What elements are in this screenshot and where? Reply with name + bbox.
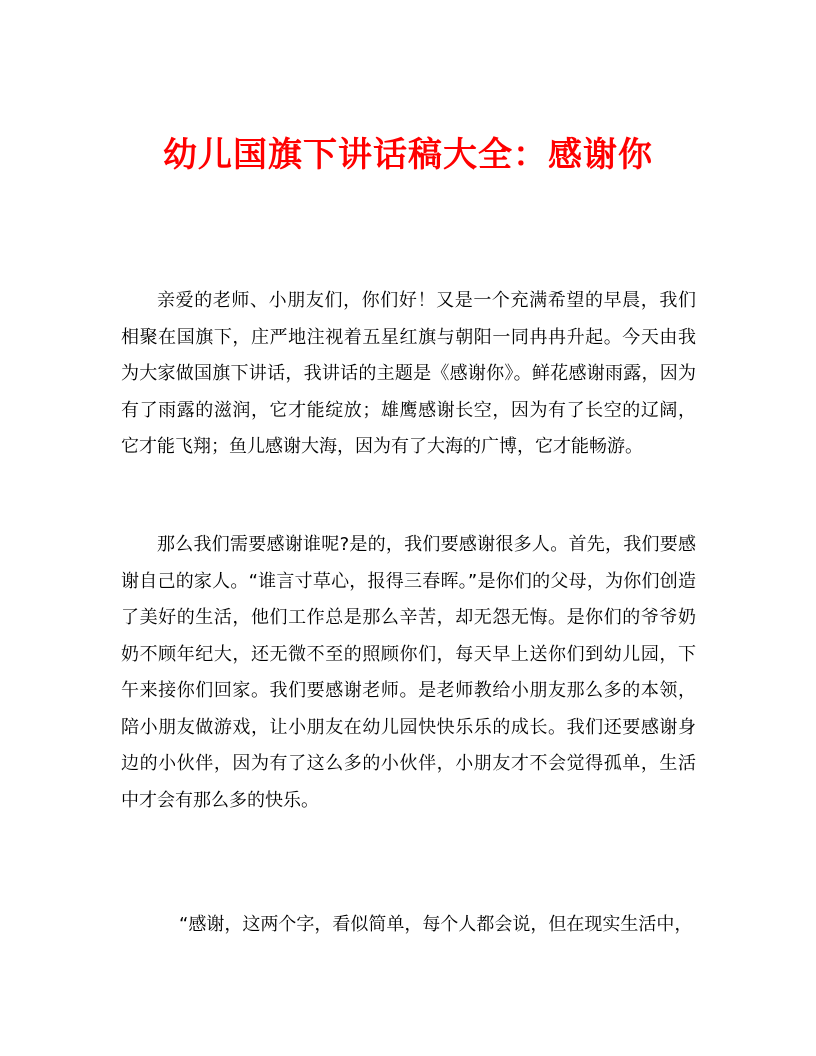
paragraph-3-block [121, 907, 696, 944]
paragraph-1-block [121, 283, 696, 466]
paragraph-2: 那么我们需要感谢谁呢?是的，我们要感谢很多人。首先，我们要感谢自己的家人。“谁言寸草心，报得三春晖。”是你们的父母，为你们创造了美好的生活，他们工作总是那么辛苦，却无怨无悔。是你们的爷爷奶奶不顾年纪大，还无微不至的照顾你们，每天早上送你们到幼儿园，下午来接你们回家。我们要感谢老师。是老师教给小朋友那么多的本领，陪小朋友做游戏，让小朋友在幼儿园快快乐乐的成长。我们还要感谢身边的小伙伴，因为有了这么多的小伙伴，小朋友才不会觉得孤单，生活中才会有那么多的快乐。 [121, 534, 696, 811]
document-title: 幼儿国旗下讲话稿大全：感谢你 [163, 134, 653, 175]
paragraph-2-block [121, 527, 696, 819]
paragraph-1: 亲爱的老师、小朋友们，你们好！又是一个充满希望的早晨，我们相聚在国旗下，庄严地注视着五星红旗与朝阳一同冉冉升起。今天由我为大家做国旗下讲话，我讲话的主题是《感谢你》。鲜花感谢雨露，因为有了雨露的滋润，它才能绽放；雄鹰感谢长空，因为有了长空的辽阔，它才能飞翔；鱼儿感谢大海，因为有了大海的广博，它才能畅游。 [121, 290, 696, 457]
paragraph-3: “感谢，这两个字，看似简单，每个人都会说，但在现实生活中， [179, 914, 693, 935]
